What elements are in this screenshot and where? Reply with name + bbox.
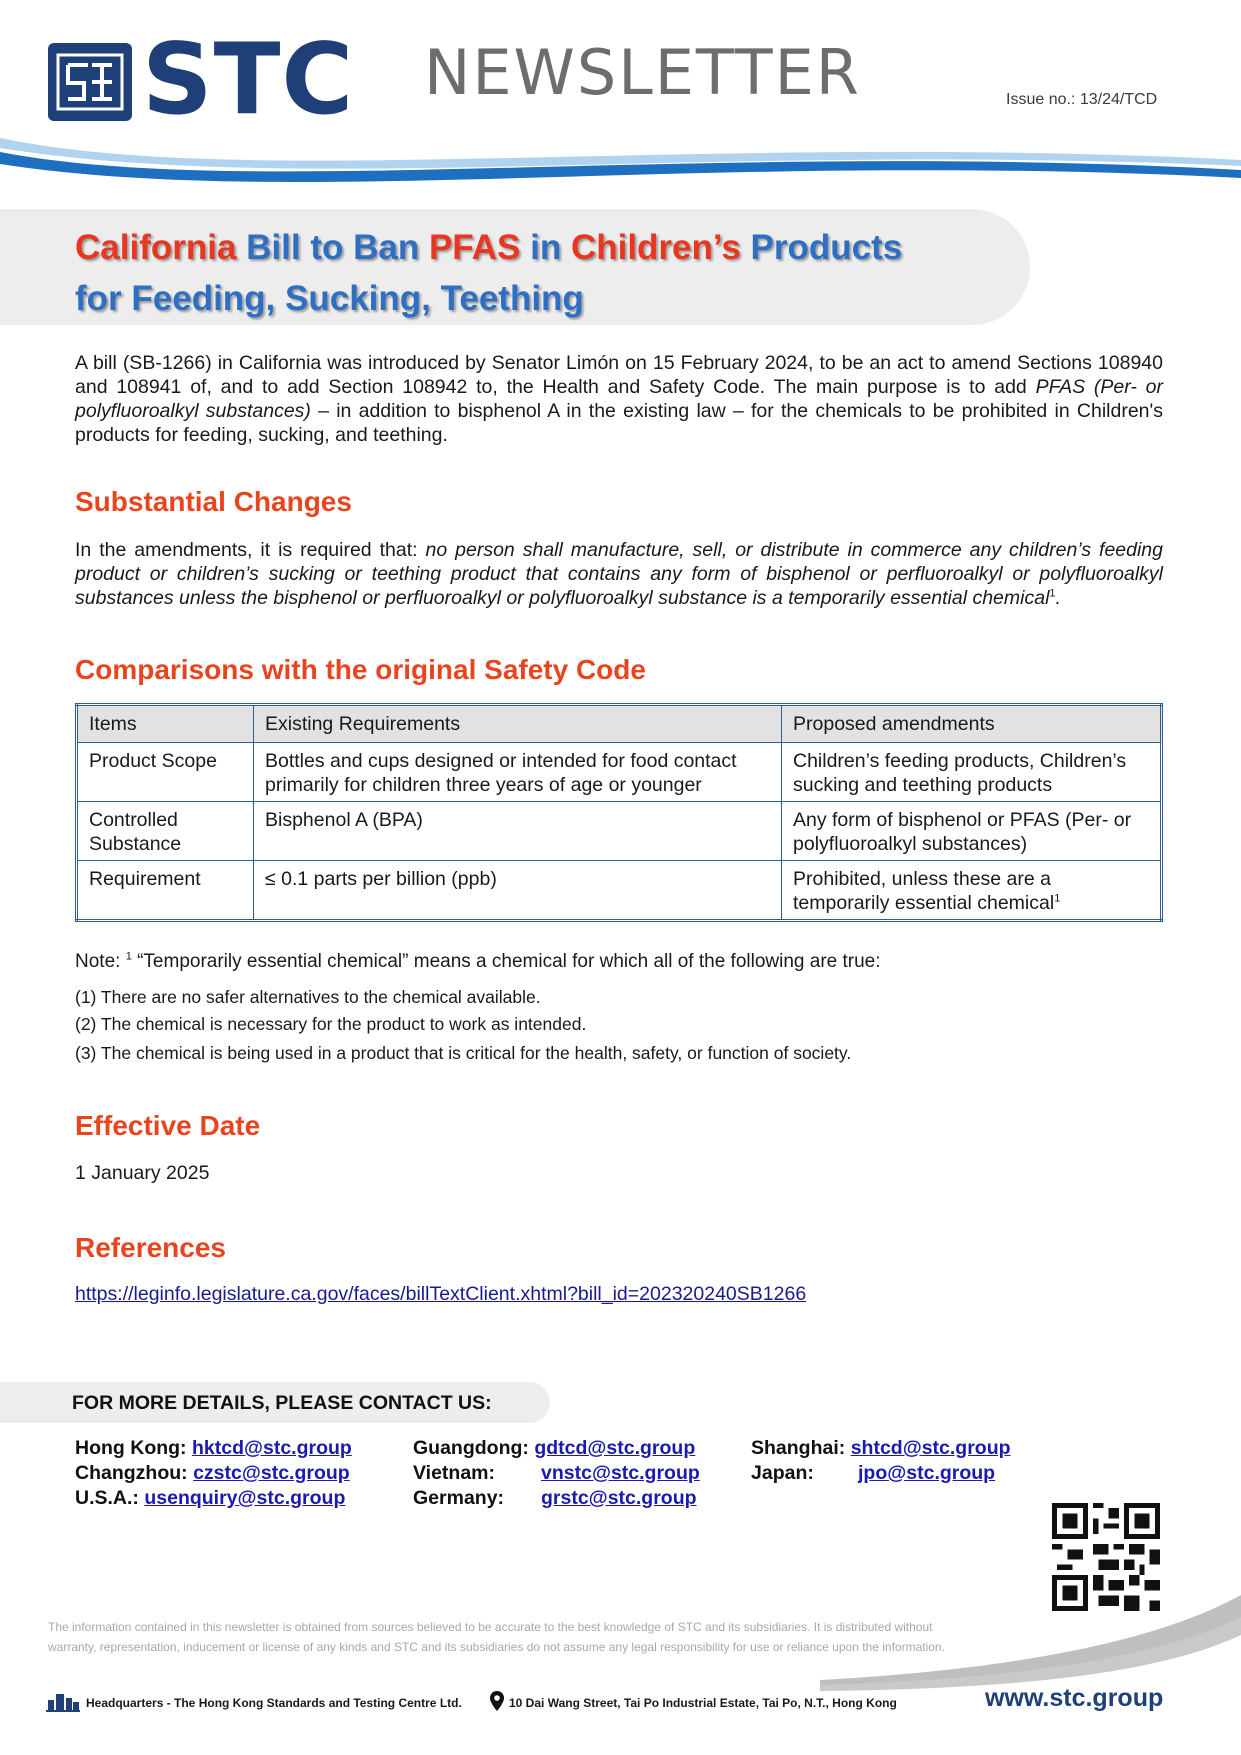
footnote-marker: 1 [1049, 587, 1056, 600]
section-heading-comparisons: Comparisons with the original Safety Code [75, 654, 646, 685]
intro-text-end: – in addition to bisphenol A in the existing law – for the chemicals to be prohibited in Children's products for feeding, sucking, and teething. [75, 400, 1163, 446]
table-cell: Product Scope [77, 743, 254, 802]
contact-entry [751, 1436, 1011, 1461]
section-heading-substantial-changes: Substantial Changes [75, 486, 352, 517]
table-header: Proposed amendments [782, 705, 1162, 743]
table-cell: ≤ 0.1 parts per billion (ppb) [254, 861, 782, 921]
email-link[interactable]: usenquiry@stc.group [144, 1487, 346, 1509]
building-icon [46, 1692, 80, 1712]
table-cell: Controlled Substance [77, 802, 254, 861]
contact-entry [75, 1436, 352, 1461]
contact-entry [413, 1436, 695, 1461]
email-link[interactable]: czstc@stc.group [193, 1462, 350, 1484]
intro-italic: PFAS (Per- or polyfluoroalkyl substances) [75, 376, 1163, 422]
note-item: (2) The chemical is necessary for the product to work as intended. [75, 1014, 587, 1034]
title-word: California [75, 228, 237, 267]
contact-entry [751, 1461, 995, 1486]
contact-entry [75, 1461, 350, 1486]
table-row [77, 802, 1162, 861]
newsletter-heading: NEWSLETTER [424, 36, 861, 109]
contact-label: Shanghai: [751, 1437, 846, 1459]
contact-label: U.S.A.: [75, 1487, 139, 1509]
changes-lead: In the amendments, it is required that: [75, 539, 426, 561]
note-text: “Temporarily essential chemical” means a chemical for which all of the following are true: [131, 951, 881, 972]
stc-logo-mark [48, 43, 132, 121]
table-cell: Children’s feeding products, Children’s sucking and teething products [782, 743, 1162, 802]
title-word: Children’s [570, 228, 741, 267]
changes-paragraph [75, 538, 1163, 610]
table-row [77, 861, 1162, 921]
contact-entry [413, 1486, 697, 1511]
title-word: PFAS [428, 228, 521, 267]
table-cell-text: Prohibited, unless these are a temporarily essential chemical [793, 868, 1055, 914]
reference-link[interactable]: https://leginfo.legislature.ca.gov/faces/billTextClient.xhtml?bill_id=202320240SB1266 [75, 1283, 807, 1305]
title-word: Products [750, 228, 903, 267]
title-word: Bill to Ban [246, 228, 420, 267]
article-title [75, 222, 902, 324]
title-word: in [530, 228, 562, 267]
footnote-marker: 1 [125, 950, 132, 963]
email-link[interactable]: grstc@stc.group [541, 1487, 697, 1509]
contact-label: Hong Kong: [75, 1437, 187, 1459]
contact-label: Germany: [413, 1487, 505, 1509]
comparison-table [75, 703, 1163, 922]
note-label: Note: [75, 951, 126, 972]
header-swoosh [0, 130, 1241, 210]
table-cell: Bottles and cups designed or intended for food contact primarily for children three years of age or younger [254, 743, 782, 802]
table-cell: Bisphenol A (BPA) [254, 802, 782, 861]
contact-label: Japan: [751, 1462, 814, 1484]
issue-number: Issue no.: 13/24/TCD [1006, 91, 1158, 108]
disclaimer-text: The information contained in this newsletter is obtained from sources believed to be accurate to the best knowledge of STC and its subsidiaries. It is distributed without warranty, representation, inducement or license of any kinds and STC and its subsidiaries do not assume any legal responsibility for use or reliance upon the information. [48, 1620, 945, 1654]
contact-entry [75, 1486, 345, 1511]
contact-label: Guangdong: [413, 1437, 529, 1459]
changes-italic: no person shall manufacture, sell, or distribute in commerce any children’s feeding product or children’s sucking or teething product that contains any form of bisphenol or perfluoroalkyl or polyfluoroalkyl substances unless the bisphenol or perfluoroalkyl or polyfluoroalkyl substance is a temporarily essential chemical [75, 539, 1163, 609]
table-row [77, 743, 1162, 802]
contact-label: Vietnam: [413, 1462, 495, 1484]
table-header: Existing Requirements [254, 705, 782, 743]
email-link[interactable]: gdtcd@stc.group [534, 1437, 696, 1459]
section-heading-effective-date: Effective Date [75, 1110, 261, 1141]
section-heading-references: References [75, 1232, 226, 1263]
note-line [75, 951, 881, 973]
location-pin-icon [490, 1691, 504, 1711]
footnote-marker: 1 [1054, 892, 1061, 905]
table-cell: Requirement [77, 861, 254, 921]
contact-entry [413, 1461, 700, 1486]
email-link[interactable]: jpo@stc.group [858, 1462, 996, 1484]
email-link[interactable]: vnstc@stc.group [541, 1462, 700, 1484]
effective-date-value: 1 January 2025 [75, 1162, 210, 1184]
headquarters-text: Headquarters - The Hong Kong Standards and Testing Centre Ltd. [86, 1696, 462, 1710]
website-url[interactable]: www.stc.group [985, 1684, 1164, 1712]
changes-end: . [1055, 587, 1061, 609]
table-cell [782, 861, 1162, 921]
note-item: (3) The chemical is being used in a product that is critical for the health, safety, or function of society. [75, 1043, 852, 1063]
title-line2: for Feeding, Sucking, Teething [75, 279, 584, 318]
email-link[interactable]: hktcd@stc.group [191, 1437, 352, 1459]
contact-heading: FOR MORE DETAILS, PLEASE CONTACT US: [72, 1392, 492, 1414]
contact-label: Changzhou: [75, 1462, 188, 1484]
table-header: Items [77, 705, 254, 743]
address-text: 10 Dai Wang Street, Tai Po Industrial Estate, Tai Po, N.T., Hong Kong [509, 1696, 897, 1710]
intro-paragraph [75, 351, 1163, 447]
table-header-row [77, 705, 1162, 743]
intro-text: A bill (SB-1266) in California was introduced by Senator Limón on 15 February 2024, to be an act to amend Sections 108940 and 108941 of, and to add Section 108942 to, the Health and Safety Code. The main purpose is to add [75, 352, 1163, 398]
email-link[interactable]: shtcd@stc.group [850, 1437, 1011, 1459]
table-cell: Any form of bisphenol or PFAS (Per- or polyfluoroalkyl substances) [782, 802, 1162, 861]
note-item: (1) There are no safer alternatives to the chemical available. [75, 987, 541, 1007]
stc-logo-text: STC [142, 23, 355, 137]
